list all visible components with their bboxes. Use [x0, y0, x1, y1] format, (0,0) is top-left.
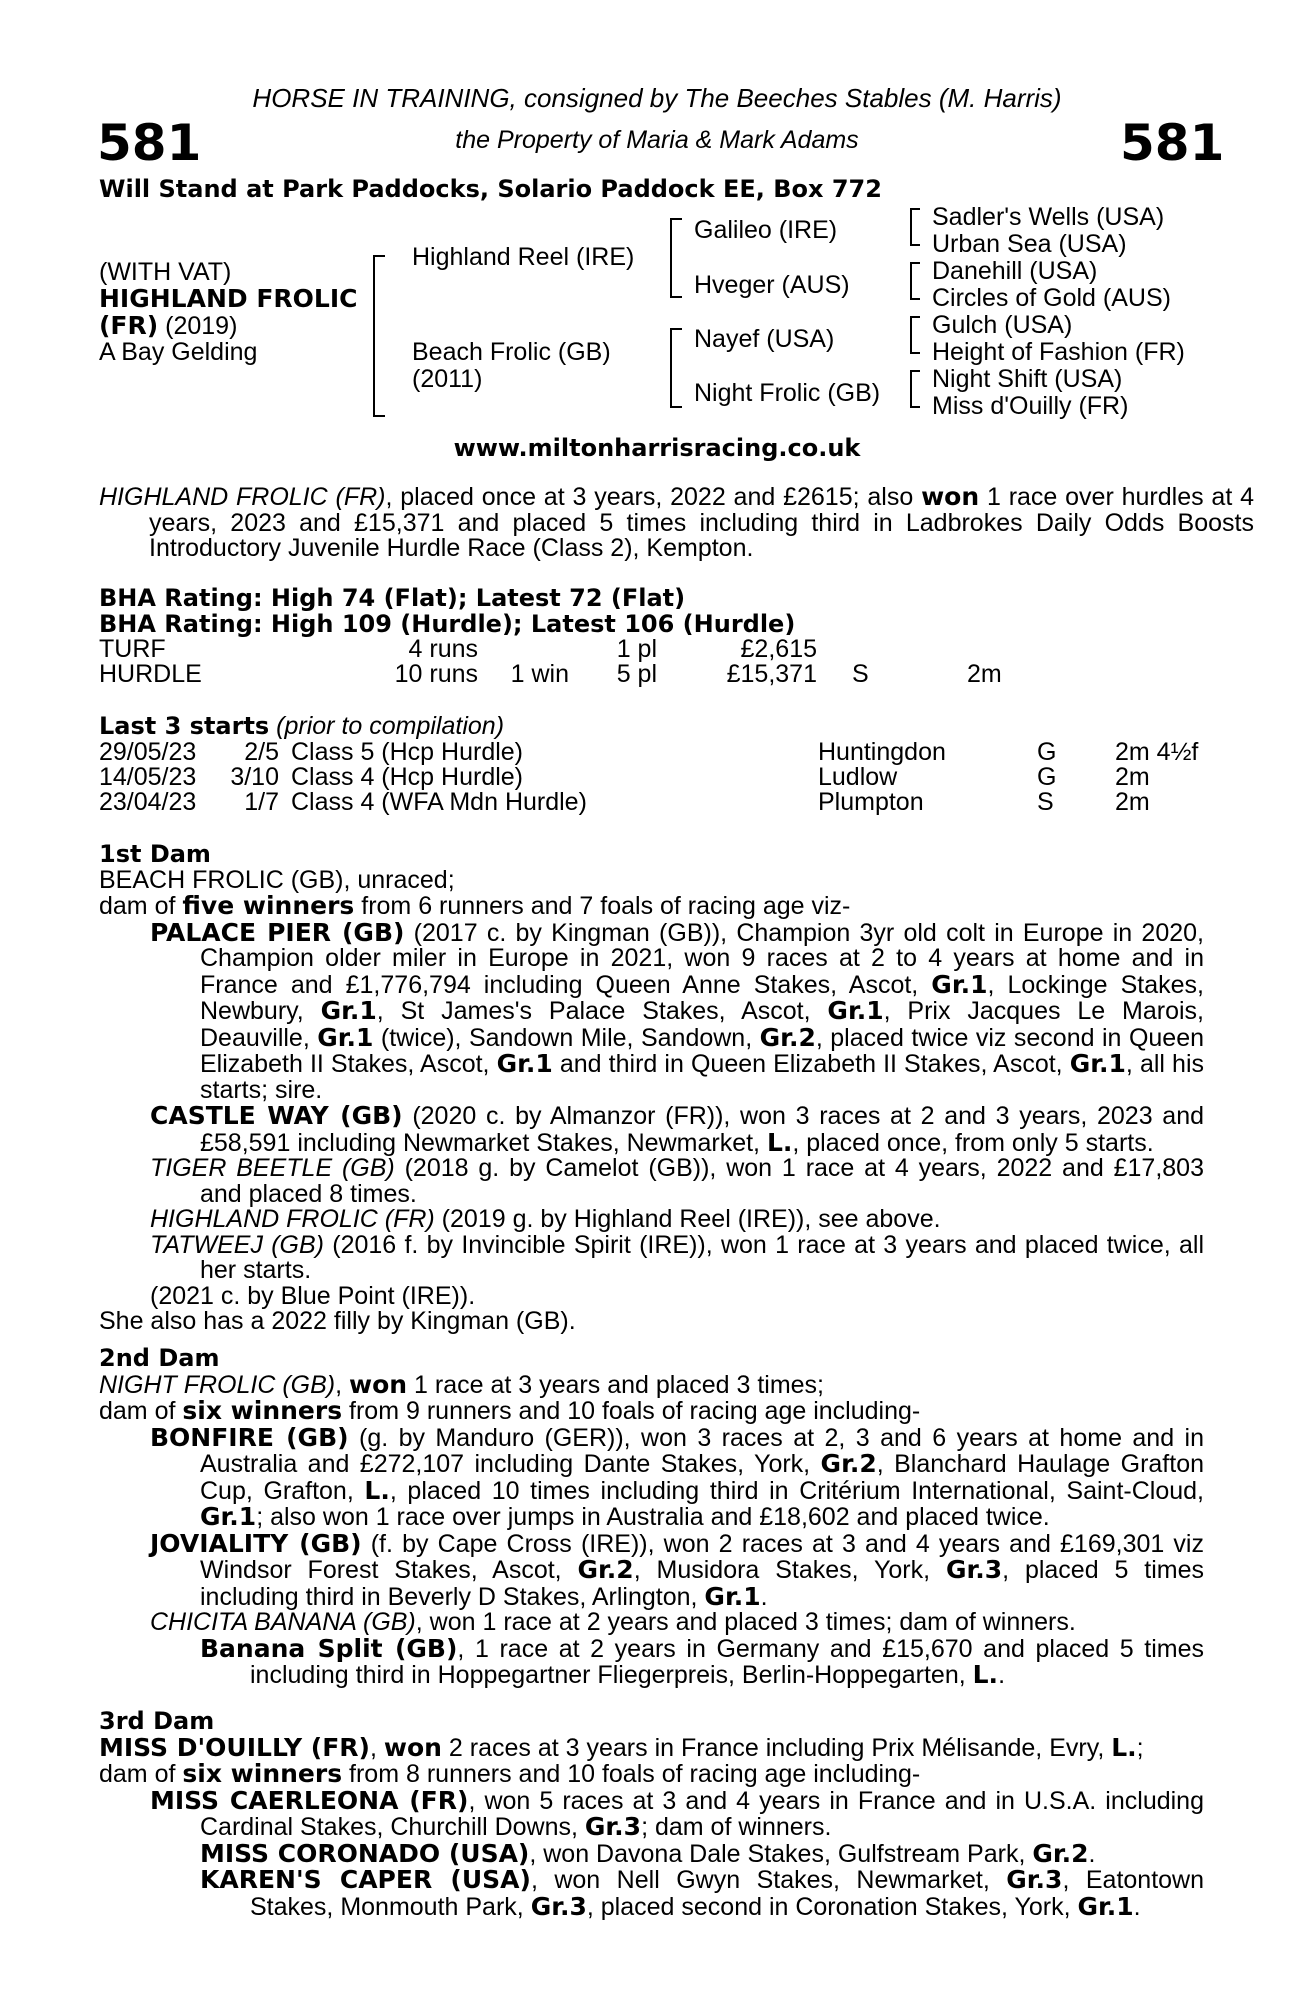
- race-summary: HIGHLAND FROLIC (FR), placed once at 3 years, 2022 and £2615; also won 1 race over hurdles at 4 years, 2023 and £15,371 and placed 5 times including third in Ladbrokes Daily Odds Boosts Introductory Juvenile Hurdle Race (Class 2), Kempton.: [99, 482, 1255, 562]
- record-row-turf: TURF 4 runs 1 pl £2,615: [99, 635, 817, 663]
- pedigree-brace-2a: [670, 218, 682, 298]
- pedigree-brace-2b: [670, 328, 682, 408]
- pedigree-dss: Gulch (USA): [932, 311, 1073, 339]
- pedigree-sdd: Circles of Gold (AUS): [932, 284, 1171, 312]
- pedigree-sss: Sadler's Wells (USA): [932, 203, 1165, 231]
- vat-note: (WITH VAT): [99, 258, 232, 286]
- pedigree-sds: Danehill (USA): [932, 257, 1098, 285]
- consignor-line: HORSE IN TRAINING, consigned by The Beeches Stables (M. Harris): [252, 83, 1062, 113]
- horse-name: HIGHLAND FROLIC: [99, 284, 358, 313]
- pedigree-sire-dam: Hveger (AUS): [694, 271, 850, 299]
- lot-number-right: 581: [1120, 114, 1225, 172]
- bha-rating-flat: BHA Rating: High 74 (Flat); Latest 72 (Flat): [99, 584, 686, 612]
- produce-entry: MISS CAERLEONA (FR), won 5 races at 3 and 4 years in France and in U.S.A. including Cardinal Stakes, Churchill Downs, Gr.3; dam of winners.: [150, 1785, 1204, 1841]
- produce-entry: CHICITA BANANA (GB), won 1 race at 2 years and placed 3 times; dam of winners.: [150, 1608, 1076, 1636]
- produce-entry: PALACE PIER (GB) (2017 c. by Kingman (GB)), Champion 3yr old colt in Europe in 2020, Champion older miler in Europe in 2021, won 9 races at 2 to 4 years at home and in France and £1,776,794 including Queen Anne Stakes, Ascot, Gr.1, Lockinge Stakes, Newbury, Gr.1, St James's Palace Stakes, Ascot, Gr.1, Prix Jacques Le Marois, Deauville, Gr.1 (twice), Sandown Mile, Sandown, Gr.2, placed twice viz second in Queen Elizabeth II Stakes, Ascot, Gr.1 and third in Queen Elizabeth II Stakes, Ascot, Gr.1, all his starts; sire.: [150, 917, 1205, 1104]
- produce-entry: (2021 c. by Blue Point (IRE)).: [150, 1281, 476, 1310]
- section-heading: 1st Dam: [99, 840, 211, 868]
- start-row: 29/05/23 2/5 Class 5 (Hcp Hurdle) Huntingdon G 2m 4½f: [99, 738, 1199, 766]
- pedigree-brace-1: [373, 255, 385, 417]
- horse-suffix-year: (FR) (2019): [99, 311, 238, 340]
- produce-entry: BONFIRE (GB) (g. by Manduro (GER)), won 3 races at 2, 3 and 6 years at home and in Australia and £272,107 including Dante Stakes, York, Gr.2, Blanchard Haulage Grafton Cup, Grafton, L., placed 10 times including third in Critérium International, Saint-Cloud, Gr.1; also won 1 race over jumps in Australia and £18,602 and placed twice.: [150, 1422, 1205, 1531]
- produce-entry: TIGER BEETLE (GB) (2018 g. by Camelot (GB)), won 1 race at 4 years, 2022 and £17,803 and placed 8 times.: [150, 1154, 1204, 1208]
- bha-rating-hurdle: BHA Rating: High 109 (Hurdle); Latest 106 (Hurdle): [99, 610, 796, 638]
- section-heading: 3rd Dam: [99, 1707, 215, 1735]
- section-heading: 2nd Dam: [99, 1344, 220, 1372]
- last-starts-heading: Last 3 starts (prior to compilation): [99, 712, 505, 740]
- pedigree-dam: Beach Frolic (GB): [412, 338, 611, 366]
- pedigree-ssd: Urban Sea (USA): [932, 230, 1127, 258]
- produce-entry: KAREN'S CAPER (USA), won Nell Gwyn Stakes, Newmarket, Gr.3, Eatontown Stakes, Monmouth Park, Gr.3, placed second in Coronation Stakes, York, Gr.1.: [200, 1865, 1205, 1921]
- pedigree-dam-dam: Night Frolic (GB): [694, 379, 881, 407]
- pedigree-dam-year: (2011): [412, 365, 483, 393]
- pedigree-brace-3a: [910, 208, 920, 246]
- horse-description: A Bay Gelding: [99, 338, 258, 366]
- property-line: the Property of Maria & Mark Adams: [455, 126, 859, 154]
- pedigree-brace-3c: [910, 316, 920, 354]
- produce-entry: CASTLE WAY (GB) (2020 c. by Almanzor (FR)), won 3 races at 2 and 3 years, 2023 and £58,591 including Newmarket Stakes, Newmarket, L., placed once, from only 5 starts.: [150, 1101, 1205, 1157]
- start-row: 14/05/23 3/10 Class 4 (Hcp Hurdle) Ludlow G 2m: [99, 763, 1150, 791]
- pedigree-sire-sire: Galileo (IRE): [694, 216, 838, 244]
- start-row: 23/04/23 1/7 Class 4 (WFA Mdn Hurdle) Plumpton S 2m: [99, 788, 1150, 816]
- pedigree-dam-sire: Nayef (USA): [694, 325, 835, 353]
- produce-entry: TATWEEJ (GB) (2016 f. by Invincible Spirit (IRE)), won 1 race at 3 years and placed twice, all her starts.: [150, 1230, 1204, 1284]
- record-row-hurdle: HURDLE 10 runs 1 win 5 pl £15,371 S 2m: [99, 660, 1002, 688]
- produce-entry: Banana Split (GB), 1 race at 2 years in Germany and £15,670 and placed 5 times including third in Hoppegartner Fliegerpreis, Berlin-Hoppegarten, L..: [200, 1633, 1204, 1689]
- third-dam-section: 3rd Dam MISS D'OUILLY (FR), won 2 races at 3 years in France including Prix Mélisande, Evry, L.; dam of six winners from 8 runners and 10 foals of racing age including- MISS CAERLEONA (FR), won 5 races at 3 and 4 years in France and in U.S.A. including Cardinal Stakes, Churchill Downs, Gr.3; dam of winners. MISS CORONADO (USA), won Davona Dale Stakes, Gulfstream Park, Gr.2. KAREN'S CAPER (USA), won Nell Gwyn Stakes, Newmarket, Gr.3, Eatontown Stakes, Monmouth Park, Gr.3, placed second in Coronation Stakes, York, Gr.1.: [99, 1707, 1205, 1921]
- pedigree-dds: Night Shift (USA): [932, 365, 1123, 393]
- lot-number-left: 581: [97, 114, 202, 172]
- produce-entry: JOVIALITY (GB) (f. by Cape Cross (IRE)), won 2 races at 3 and 4 years and £169,301 viz Windsor Forest Stakes, Ascot, Gr.2, Musidora Stakes, York, Gr.3, placed 5 times including third in Beverly D Stakes, Arlington, Gr.1.: [150, 1528, 1204, 1611]
- pedigree-dsd: Height of Fashion (FR): [932, 338, 1185, 366]
- stand-location: Will Stand at Park Paddocks, Solario Paddock EE, Box 772: [99, 175, 882, 203]
- pedigree-ddd: Miss d'Ouilly (FR): [932, 392, 1129, 420]
- produce-entry: MISS CORONADO (USA), won Davona Dale Stakes, Gulfstream Park, Gr.2.: [200, 1838, 1096, 1868]
- produce-entry: HIGHLAND FROLIC (FR) (2019 g. by Highland Reel (IRE)), see above.: [150, 1205, 941, 1233]
- first-dam-section: 1st Dam BEACH FROLIC (GB), unraced; dam of five winners from 6 runners and 7 foals of racing age viz- PALACE PIER (GB) (2017 c. by Kingman (GB)), Champion 3yr old colt in Europe in 2020, Champion older miler in Europe in 2021, won 9 races at 2 to 4 years at home and in France and £1,776,794 including Queen Anne Stakes, Ascot, Gr.1, Lockinge Stakes, Newbury, Gr.1, St James's Palace Stakes, Ascot, Gr.1, Prix Jacques Le Marois, Deauville, Gr.1 (twice), Sandown Mile, Sandown, Gr.2, placed twice viz second in Queen Elizabeth II Stakes, Ascot, Gr.1 and third in Queen Elizabeth II Stakes, Ascot, Gr.1, all his starts; sire. CASTLE WAY (GB) (2020 c. by Almanzor (FR)), won 3 races at 2 and 3 years, 2023 and £58,591 including Newmarket Stakes, Newmarket, L., placed once, from only 5 starts. TIGER BEETLE (GB) (2018 g. by Camelot (GB)), won 1 race at 4 years, 2022 and £17,803 and placed 8 times. HIGHLAND FROLIC (FR) (2019 g. by Highland Reel (IRE)), see above. TATWEEJ (GB) (2016 f. by Invincible Spirit (IRE)), won 1 race at 3 years and placed twice, all her starts. (2021 c. by Blue Point (IRE)). She also has a 2022 filly by Kingman (GB).: [99, 840, 1205, 1335]
- pedigree-brace-3d: [910, 370, 920, 408]
- website-link[interactable]: www.miltonharrisracing.co.uk: [453, 434, 861, 462]
- pedigree-brace-3b: [910, 262, 920, 300]
- pedigree-sire: Highland Reel (IRE): [412, 243, 635, 271]
- second-dam-section: 2nd Dam NIGHT FROLIC (GB), won 1 race at 3 years and placed 3 times; dam of six winners from 9 runners and 10 foals of racing age including- BONFIRE (GB) (g. by Manduro (GER)), won 3 races at 2, 3 and 6 years at home and in Australia and £272,107 including Dante Stakes, York, Gr.2, Blanchard Haulage Grafton Cup, Grafton, L., placed 10 times including third in Critérium International, Saint-Cloud, Gr.1; also won 1 race over jumps in Australia and £18,602 and placed twice. JOVIALITY (GB) (f. by Cape Cross (IRE)), won 2 races at 3 and 4 years and £169,301 viz Windsor Forest Stakes, Ascot, Gr.2, Musidora Stakes, York, Gr.3, placed 5 times including third in Beverly D Stakes, Arlington, Gr.1. CHICITA BANANA (GB), won 1 race at 2 years and placed 3 times; dam of winners. Banana Split (GB), 1 race at 2 years in Germany and £15,670 and placed 5 times including third in Hoppegartner Fliegerpreis, Berlin-Hoppegarten, L..: [99, 1344, 1205, 1689]
